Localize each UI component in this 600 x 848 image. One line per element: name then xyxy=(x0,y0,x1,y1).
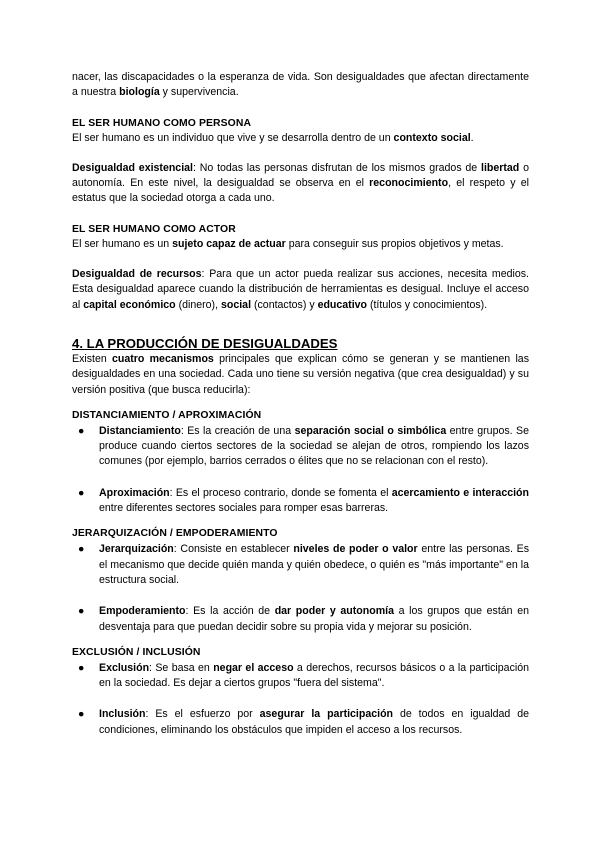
text-run: y supervivencia. xyxy=(159,86,239,99)
section-heading-actor: EL SER HUMANO COMO ACTOR xyxy=(72,223,236,235)
text-run: : Se basa en xyxy=(149,661,214,674)
section-intro-paragraph xyxy=(72,352,529,398)
text-run: : Es el esfuerzo por xyxy=(145,708,260,721)
text-run: principales que explican cómo se generan y se mantienen las desigualdades en una sociedad. Cada uno tiene su versión negativa (que crea desigualdad) y su versión positiva (que busca reducirla): xyxy=(72,352,529,396)
emphasis: educativo xyxy=(317,298,368,311)
emphasis: negar el acceso xyxy=(213,661,294,674)
section-title: 4. LA PRODUCCIÓN DE DESIGUALDADES xyxy=(72,335,338,351)
text-run: (contactos) y xyxy=(251,298,318,311)
emphasis: dar poder y autonomía xyxy=(274,605,394,618)
existential-inequality-paragraph xyxy=(72,161,529,207)
bullet-icon: ● xyxy=(78,424,85,437)
mechanism-heading: JERARQUIZACIÓN / EMPODERAMIENTO xyxy=(72,528,278,540)
mechanism-list xyxy=(72,661,529,738)
emphasis: asegurar la participación xyxy=(259,708,394,721)
emphasis: Inclusión xyxy=(99,708,146,721)
emphasis: reconocimiento xyxy=(369,177,449,190)
text-run: a derechos, recursos básicos o a la participación en la sociedad. Es dejar a ciertos grupos "fuera del sistema". xyxy=(99,661,529,690)
text-run: entre diferentes sectores sociales para romper esas barreras. xyxy=(99,502,389,515)
list-item xyxy=(78,424,529,470)
text-run: Existen xyxy=(72,352,112,365)
list-item xyxy=(78,604,529,635)
text-run: , el respeto y el estatus que la sociedad otorga a cada uno. xyxy=(72,177,529,205)
list-item xyxy=(78,542,529,588)
text-run: El ser humano es un xyxy=(72,237,173,250)
emphasis: Aproximación xyxy=(99,486,170,499)
emphasis: separación social o simbólica xyxy=(294,424,447,437)
text-run: para conseguir sus propios objetivos y metas. xyxy=(285,237,504,250)
section-heading-persona: EL SER HUMANO COMO PERSONA xyxy=(72,117,252,129)
emphasis: cuatro mecanismos xyxy=(112,352,214,365)
text-run: : Es el proceso contrario, donde se fomenta el xyxy=(169,486,392,499)
bullet-icon: ● xyxy=(78,486,85,499)
emphasis: Exclusión xyxy=(99,661,150,674)
emphasis: biología xyxy=(119,86,160,99)
text-run: a los grupos que están en desventaja para que puedan decidir sobre su propia vida y mejorar su posición. xyxy=(99,605,529,633)
emphasis: acercamiento e interacción xyxy=(391,486,529,499)
text-run: : Para que un actor pueda realizar sus acciones, necesita medios. Esta desigualdad aparece cuando la distribución de herramientas es desigual. Incluye el acceso al xyxy=(72,268,530,311)
text-run: : Es la creación de una xyxy=(180,424,295,437)
text-run: nacer, las discapacidades o la esperanza de vida. Son desigualdades que afectan directamente a nuestra xyxy=(72,71,529,99)
mechanism-list xyxy=(72,542,529,634)
emphasis: Empoderamiento xyxy=(99,605,186,618)
emphasis: contexto social xyxy=(393,131,471,144)
emphasis: social xyxy=(220,298,252,311)
emphasis: capital económico xyxy=(83,298,176,311)
bullet-icon: ● xyxy=(78,543,85,556)
intro-paragraph xyxy=(72,70,529,101)
emphasis: Distanciamiento xyxy=(99,424,181,437)
text-run: . xyxy=(470,131,474,144)
bullet-icon: ● xyxy=(78,661,85,674)
emphasis: Jerarquización xyxy=(99,543,174,556)
text-run: El ser humano es un individuo que vive y se desarrolla dentro de un xyxy=(72,131,394,144)
text-run: entre las personas. Es el mecanismo que decide quién manda y quién obedece, o quién es "más importante" en la estructura social. xyxy=(99,543,529,586)
text-run: : Consiste en establecer xyxy=(173,543,294,556)
emphasis: niveles de poder o valor xyxy=(293,543,418,556)
bullet-icon: ● xyxy=(78,605,85,618)
text-run: : No todas las personas disfrutan de los mismos grados de xyxy=(192,161,482,174)
mechanism-heading: DISTANCIAMIENTO / APROXIMACIÓN xyxy=(72,409,262,421)
document-page xyxy=(72,70,529,738)
mechanism-list xyxy=(72,424,529,516)
text-run: entre grupos. Se produce cuando ciertos sectores de la sociedad se alejan de otros, rompiendo los lazos comunes (por ejemplo, barrios cerrados o élites que no se relacionan con el resto). xyxy=(99,424,529,468)
persona-paragraph xyxy=(72,131,529,146)
list-item xyxy=(78,486,529,517)
text-run: : Es la acción de xyxy=(185,605,275,618)
emphasis: sujeto capaz de actuar xyxy=(172,237,286,250)
bullet-icon: ● xyxy=(78,708,85,721)
emphasis: Desigualdad de recursos xyxy=(72,268,202,281)
list-item xyxy=(78,707,529,738)
list-item xyxy=(78,661,529,692)
text-run: de todos en igualdad de condiciones, eliminando los obstáculos que impiden el acceso a los recursos. xyxy=(99,708,529,736)
mechanism-heading: EXCLUSIÓN / INCLUSIÓN xyxy=(72,646,201,658)
actor-paragraph xyxy=(72,237,529,252)
text-run: o autonomía. En este nivel, la desigualdad se observa en el xyxy=(72,161,529,190)
emphasis: libertad xyxy=(481,161,520,174)
text-run: (títulos y conocimientos). xyxy=(367,298,488,311)
emphasis: Desigualdad existencial xyxy=(72,161,193,174)
resource-inequality-paragraph xyxy=(72,267,529,313)
text-run: (dinero), xyxy=(175,298,221,311)
